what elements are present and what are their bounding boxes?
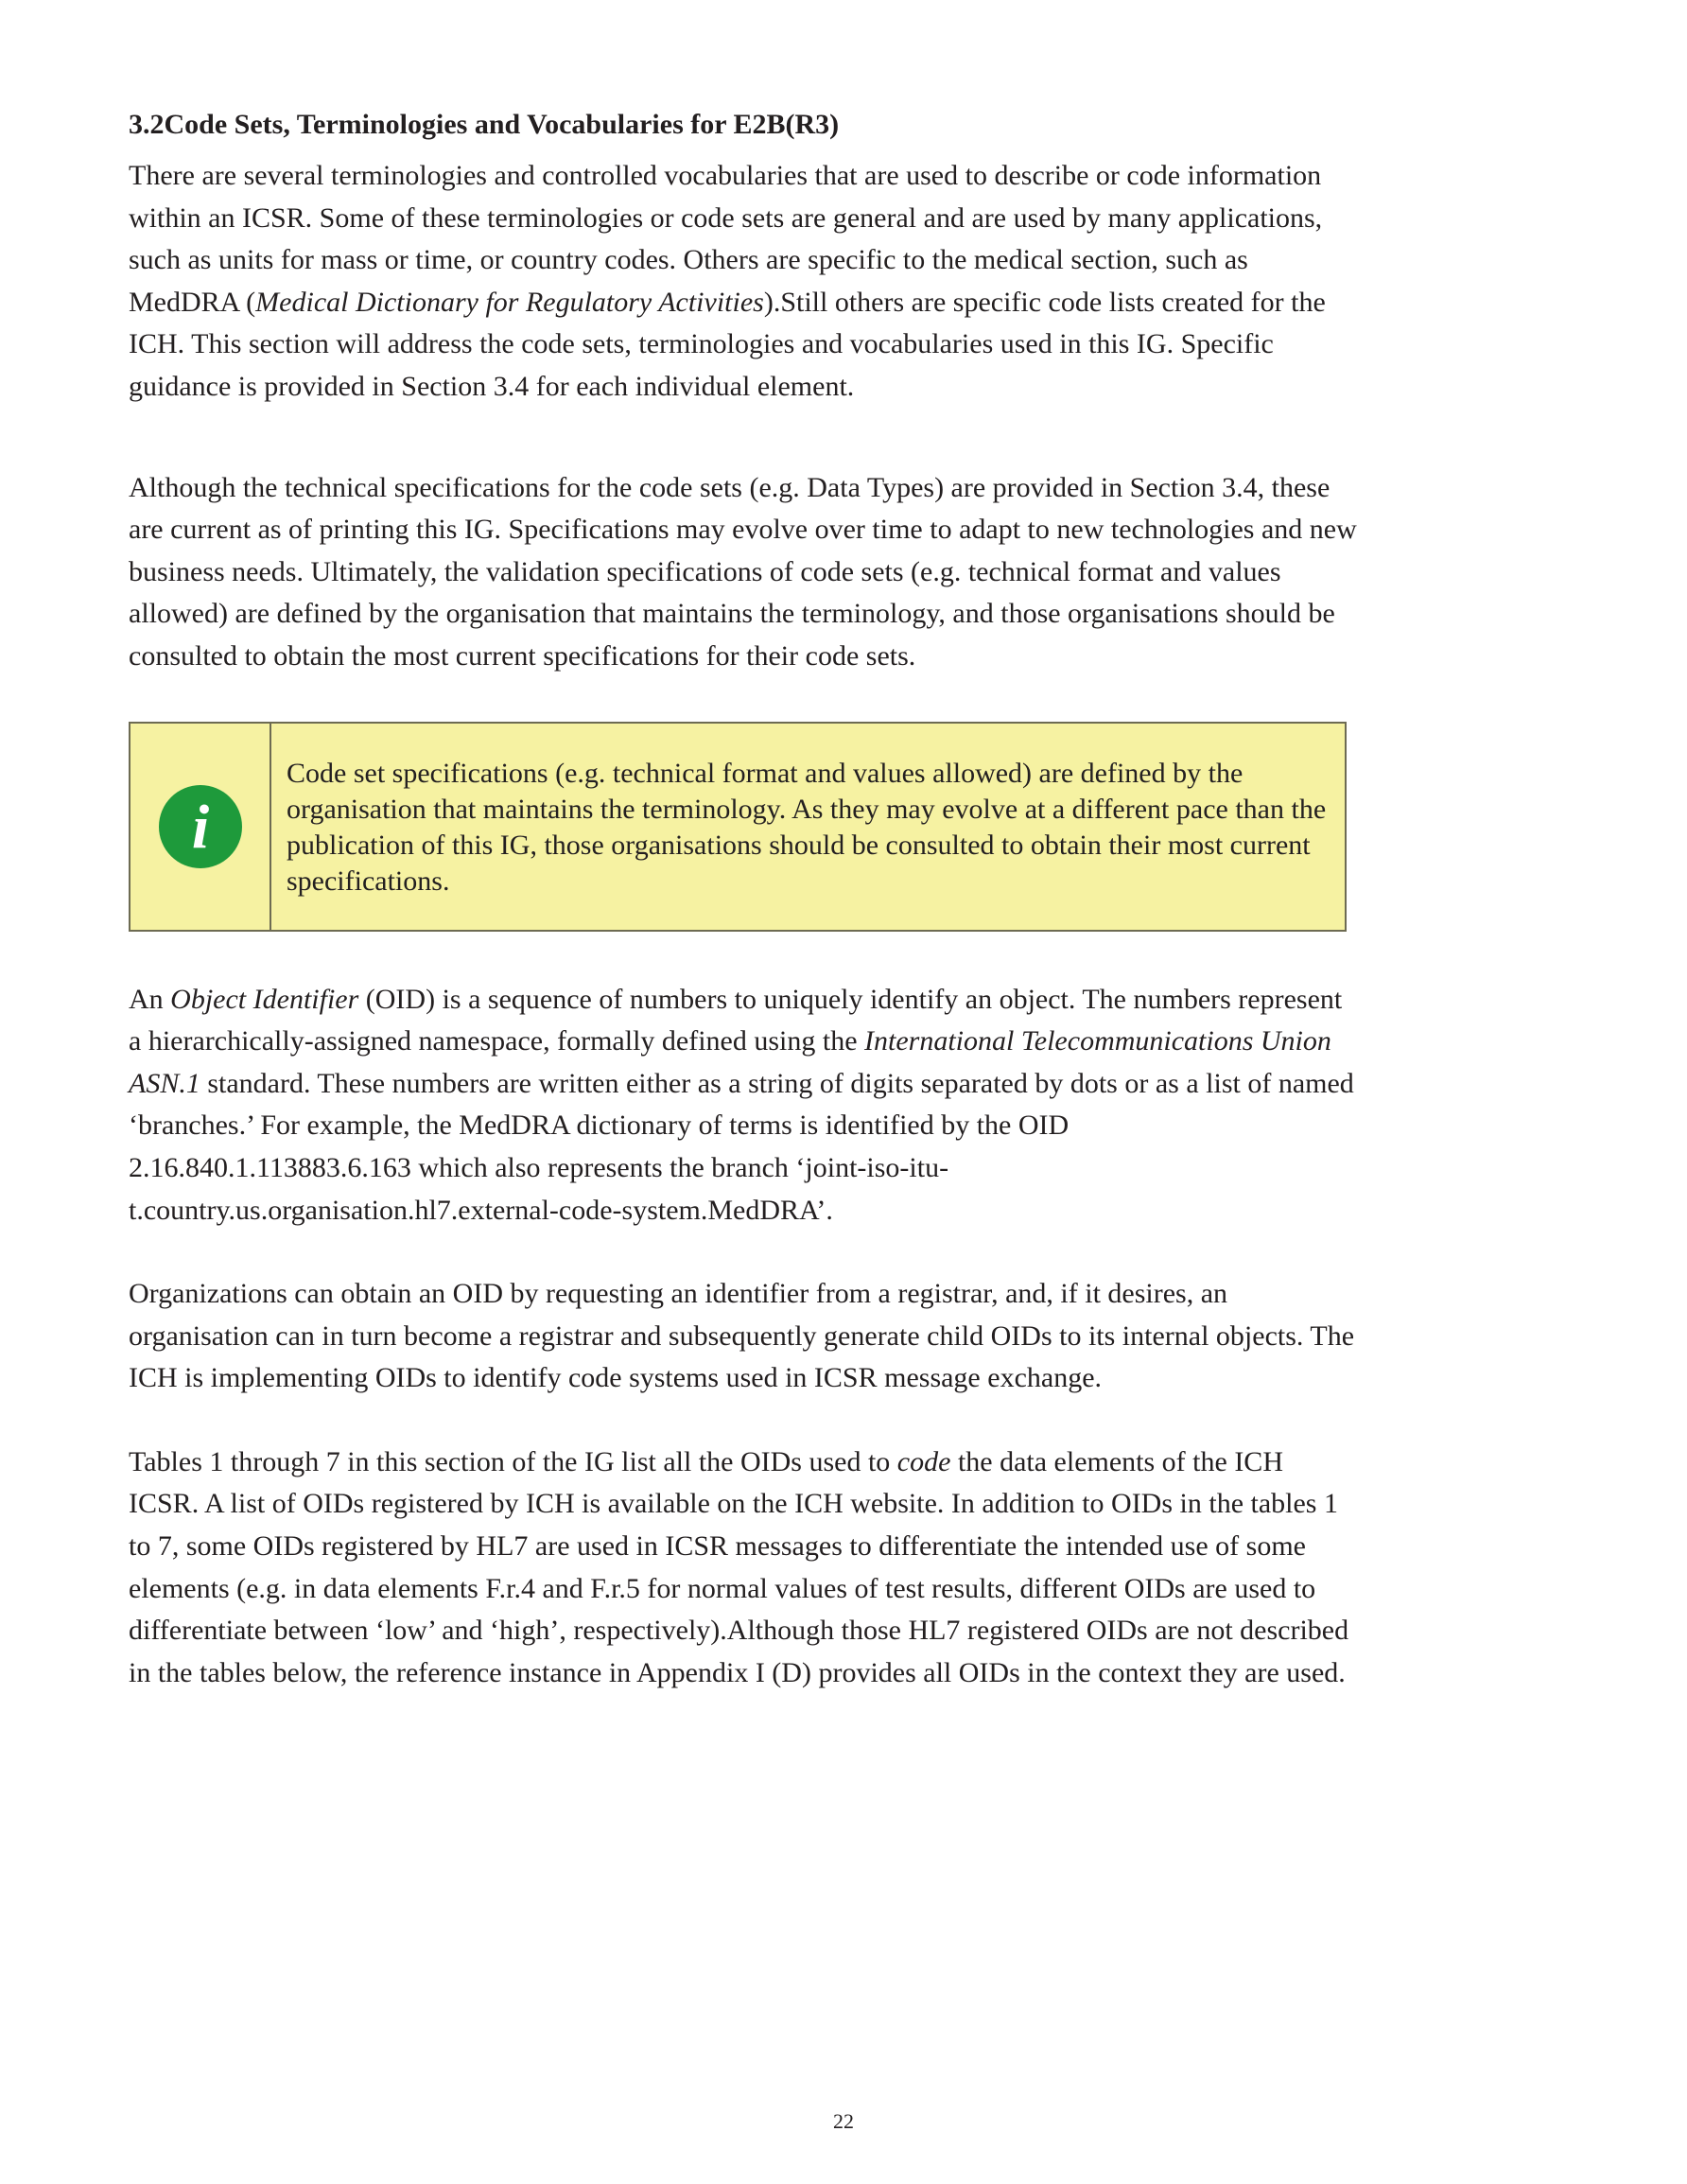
paragraph-text: There are several terminologies and controlled vocabularies that are used to describe or code information within an ICSR. Some of these terminologies or code sets are general and are used by many applications, such as units for mass or time, or country codes. Others are specific to the medical section, such as MedDRA ( [129, 160, 1323, 318]
paragraph-text: An [129, 983, 171, 1015]
object-identifier-term: Object Identifier [170, 983, 359, 1015]
paragraph-technical-specifications: Although the technical specifications for the code sets (e.g. Data Types) are provided in Section 3.4, these are current as of printing this IG. Specifications may evolve over time to adapt to new technologies and new business needs. Ultimately, the validation specifications of code sets (e.g. technical format and values allowed) are defined by the organisation that maintains the terminology, and those organisations should be consulted to obtain the most current specifications for their code sets. [129, 471, 1357, 672]
paragraph-text: Tables 1 through 7 in this section of the IG list all the OIDs used to [129, 1445, 897, 1477]
code-term: code [896, 1445, 951, 1477]
itu-standard-term: International Telecommunications Union ASN.1 [129, 1025, 1331, 1099]
paragraph-text: standard. These numbers are written either as a string of digits separated by dots or as a list of named ‘branches.’ For example, the MedDRA dictionary of terms is identified by the OID 2.16.840.1.113883.6.163 which also represents the branch ‘joint-iso-itu-t.country.us.organisation.hl7.external-code-system.MedDRA’. [129, 1067, 1354, 1226]
paragraph-oid-tables [129, 1441, 1358, 1695]
paragraph-code-sets-intro [129, 155, 1358, 409]
section-title: Code Sets, Terminologies and Vocabularies for E2B(R3) [164, 109, 840, 140]
info-note-icon-cell [130, 724, 271, 930]
info-icon-glyph: i [191, 792, 209, 862]
paragraph-text: (OID) is a sequence of numbers to uniquely identify an object. The numbers represent a hierarchically-assigned namespace, formally defined using the [129, 983, 1343, 1057]
spacer [129, 932, 1358, 979]
section-heading [129, 106, 1358, 144]
paragraph-text: the data elements of the ICH ICSR. A list of OIDs registered by ICH is available on the ICH website. In addition to OIDs in the tables 1 to 7, some OIDs registered by HL7 are used in ICSR messages to differentiate the intended use of some elements (e.g. in data elements F.r.4 and F.r.5 for normal values of test results, different OIDs are used to differentiate between ‘low’ and ‘high’, respectively).Although those HL7 registered OIDs are not described in the tables below, the reference instance in Appendix I (D) provides all OIDs in the context they are used. [129, 1445, 1349, 1688]
spacer [129, 1400, 1358, 1441]
info-note-text: Code set specifications (e.g. technical format and values allowed) are defined by the organisation that maintains the terminology. As they may evolve at a different pace than the publication of this IG, those organisations should be consulted to obtain their most current specifications. [287, 757, 1327, 897]
document-page [129, 106, 1358, 1694]
page-number: 22 [833, 2109, 854, 2133]
info-note-box [129, 722, 1347, 932]
paragraph-object-identifier [129, 979, 1358, 1232]
spacer [129, 1232, 1358, 1273]
meddra-expansion: Medical Dictionary for Regulatory Activities [255, 286, 764, 318]
paragraph-text: ).Still others are specific code lists created for the ICH. This section will address the code sets, terminologies and vocabularies used in this IG. Specific guidance is provided in Section 3.4 for each individual element. [129, 286, 1326, 402]
paragraph-obtaining-oid: Organizations can obtain an OID by requesting an identifier from a registrar, and, if it desires, an organisation can in turn become a registrar and subsequently generate child OIDs to its internal objects. The ICH is implementing OIDs to identify code systems used in ICSR message exchange. [129, 1278, 1355, 1394]
spacer [129, 409, 1358, 467]
info-icon [157, 783, 244, 870]
section-number: 3.2 [129, 109, 165, 140]
